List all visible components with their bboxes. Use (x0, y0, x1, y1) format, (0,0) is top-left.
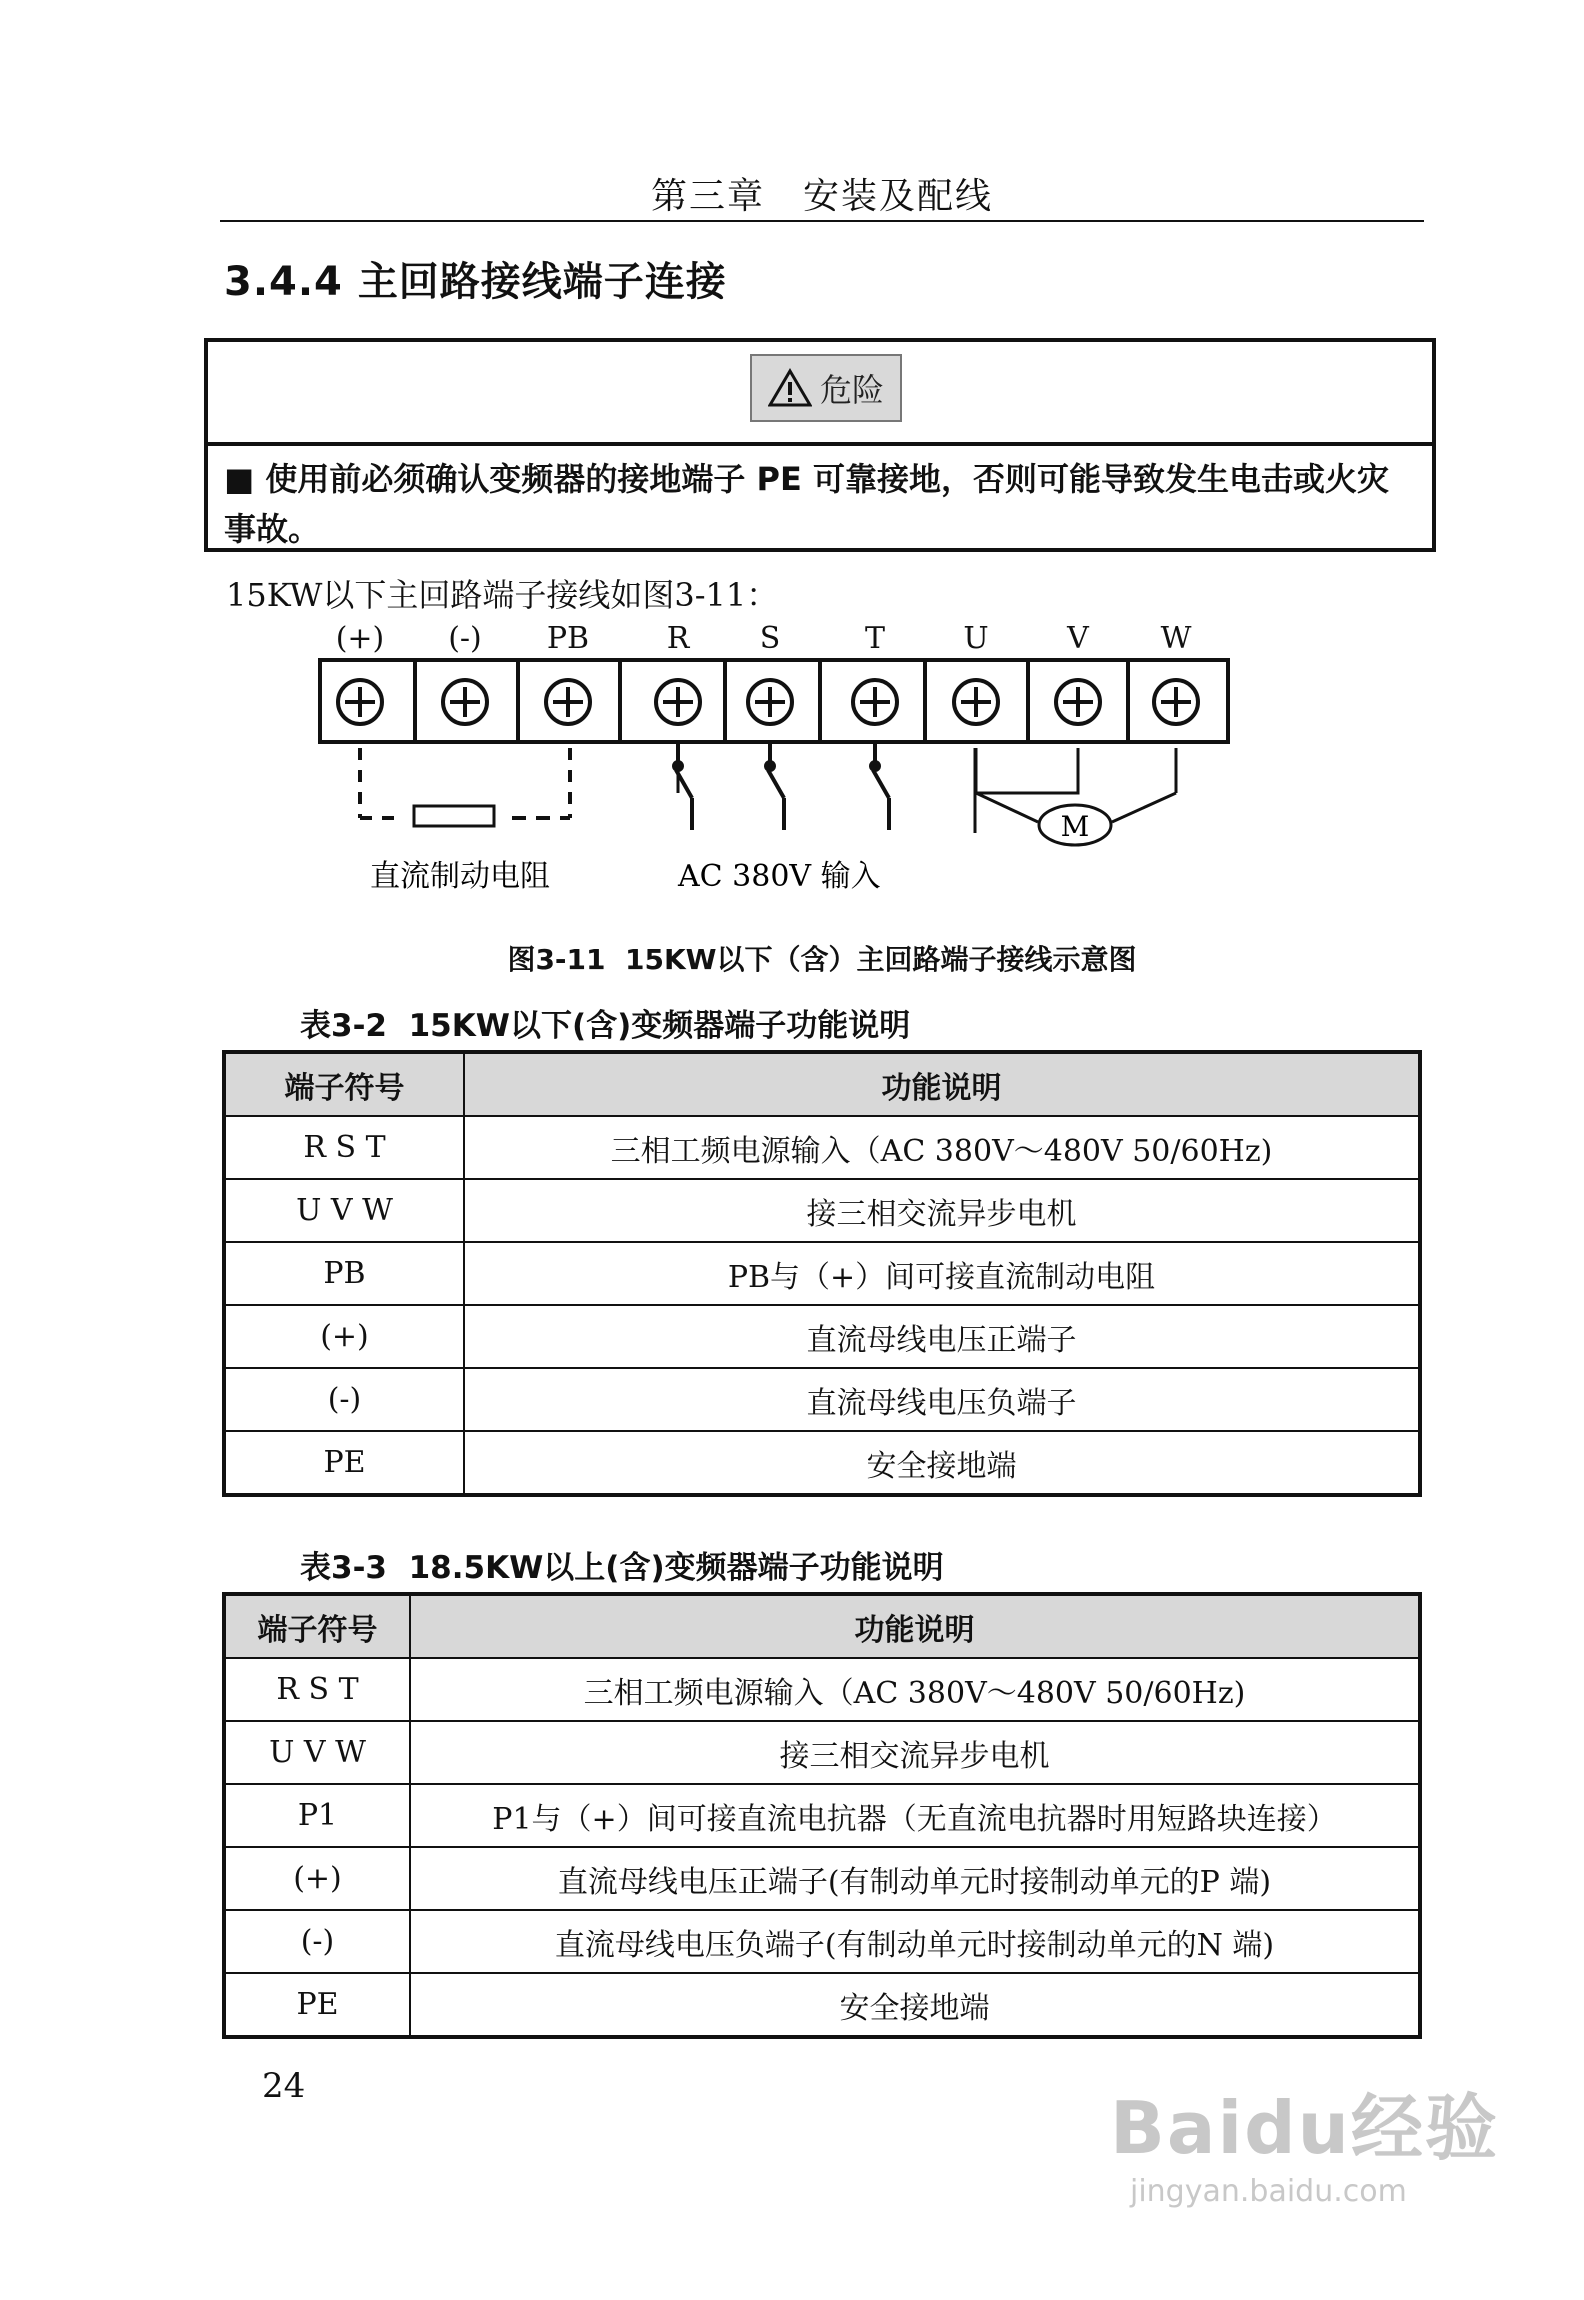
table-header: 功能说明 (410, 1594, 1420, 1658)
function-description-cell: 直流母线电压负端子 (464, 1368, 1420, 1431)
table-row (224, 1784, 1420, 1847)
warning-triangle-icon (768, 368, 812, 408)
function-description-cell: 直流母线电压正端子 (464, 1305, 1420, 1368)
table-row (224, 1721, 1420, 1784)
terminal-symbol-cell: PE (224, 1973, 410, 2037)
brake-resistor-wiring (360, 748, 570, 826)
function-description-cell: 三相工频电源输入（AC 380V～480V 50/60Hz) (410, 1658, 1420, 1721)
terminal-label: T (864, 621, 886, 656)
terminal-table-18-5kw (222, 1592, 1422, 2039)
function-description-cell: 直流母线电压正端子(有制动单元时接制动单元的P 端) (410, 1847, 1420, 1910)
table-row (224, 1116, 1420, 1179)
terminal-label: U (963, 621, 989, 656)
table-row (224, 1658, 1420, 1721)
baidu-watermark (1110, 2070, 1499, 2209)
terminal-symbol-cell: U V W (224, 1721, 410, 1784)
function-description-cell: 安全接地端 (410, 1973, 1420, 2037)
terminal-screw-icon (338, 680, 382, 724)
motor-label: M (1060, 810, 1090, 843)
resistor-symbol (414, 806, 494, 826)
function-description-cell: PB与（+）间可接直流制动电阻 (464, 1242, 1420, 1305)
table-header: 端子符号 (224, 1594, 410, 1658)
table-row (224, 1179, 1420, 1242)
terminal-table-15kw (222, 1050, 1422, 1497)
terminal-symbol-cell: (-) (224, 1910, 410, 1973)
chapter-header: 第三章 安装及配线 (650, 176, 993, 217)
terminal-symbol-cell: PE (224, 1431, 464, 1495)
terminal-screw-icon (443, 680, 487, 724)
table-header: 功能说明 (464, 1052, 1420, 1116)
terminal-label: PB (546, 621, 590, 656)
terminal-label: R (666, 621, 690, 656)
switch-symbol (871, 742, 889, 830)
page-number: 24 (262, 2066, 306, 2106)
motor-wiring (678, 748, 1176, 845)
table1-title: 表3-2 15KW以下(含)变频器端子功能说明 (300, 1008, 911, 1044)
function-description-cell: 安全接地端 (464, 1431, 1420, 1495)
function-description-cell: 接三相交流异步电机 (464, 1179, 1420, 1242)
danger-text: ■ 使用前必须确认变频器的接地端子 PE 可靠接地，否则可能导致发生电击或火灾事故。 (224, 460, 1389, 548)
terminal-symbol-cell: (+) (224, 1305, 464, 1368)
function-description-cell: 接三相交流异步电机 (410, 1721, 1420, 1784)
table-row (224, 1305, 1420, 1368)
table-row (224, 1973, 1420, 2037)
terminal-screw-icon (546, 680, 590, 724)
table-row (224, 1847, 1420, 1910)
terminal-screw-icon (656, 680, 700, 724)
terminal-label: S (759, 621, 781, 656)
function-description-cell: 三相工频电源输入（AC 380V～480V 50/60Hz) (464, 1116, 1420, 1179)
terminal-symbol-cell: (-) (224, 1368, 464, 1431)
switch-symbol (766, 742, 784, 830)
watermark-url: jingyan.baidu.com (1130, 2174, 1407, 2209)
input-label: AC 380V 输入 (678, 859, 881, 894)
terminal-screw-icon (853, 680, 897, 724)
danger-notice (204, 338, 1436, 552)
section-title: 3.4.4 主回路接线端子连接 (224, 259, 727, 305)
terminal-label: V (1067, 621, 1089, 656)
terminal-label: W (1160, 621, 1192, 656)
function-description-cell: 直流母线电压负端子(有制动单元时接制动单元的N 端) (410, 1910, 1420, 1973)
wiring-diagram (300, 618, 1260, 898)
watermark-brand: Baidu经验 (1110, 2086, 1499, 2170)
table2-title: 表3-3 18.5KW以上(含)变频器端子功能说明 (300, 1550, 944, 1586)
intro-text: 15KW以下主回路端子接线如图3-11： (226, 576, 779, 614)
terminal-symbol-cell: PB (224, 1242, 464, 1305)
table-row (224, 1242, 1420, 1305)
terminal-label: (-) (448, 621, 482, 656)
terminal-screw-icon (954, 680, 998, 724)
table-header: 端子符号 (224, 1052, 464, 1116)
terminal-label: (+) (335, 621, 385, 656)
terminal-symbol-cell: P1 (224, 1784, 410, 1847)
terminal-symbol-cell: R S T (224, 1116, 464, 1179)
function-description-cell: P1与（+）间可接直流电抗器（无直流电抗器时用短路块连接） (410, 1784, 1420, 1847)
table-row (224, 1910, 1420, 1973)
table-row (224, 1368, 1420, 1431)
danger-header (208, 342, 1432, 446)
table-row (224, 1431, 1420, 1495)
terminal-screw-icon (1056, 680, 1100, 724)
danger-label: 危险 (819, 371, 884, 409)
terminal-symbol-cell: R S T (224, 1658, 410, 1721)
terminal-screw-icon (1154, 680, 1198, 724)
figure-caption: 图3-11 15KW以下（含）主回路端子接线示意图 (507, 943, 1137, 976)
danger-badge (750, 354, 902, 422)
header-rule (220, 220, 1424, 222)
resistor-label: 直流制动电阻 (370, 859, 550, 894)
terminal-symbol-cell: (+) (224, 1847, 410, 1910)
terminal-screw-icon (748, 680, 792, 724)
terminal-symbol-cell: U V W (224, 1179, 464, 1242)
